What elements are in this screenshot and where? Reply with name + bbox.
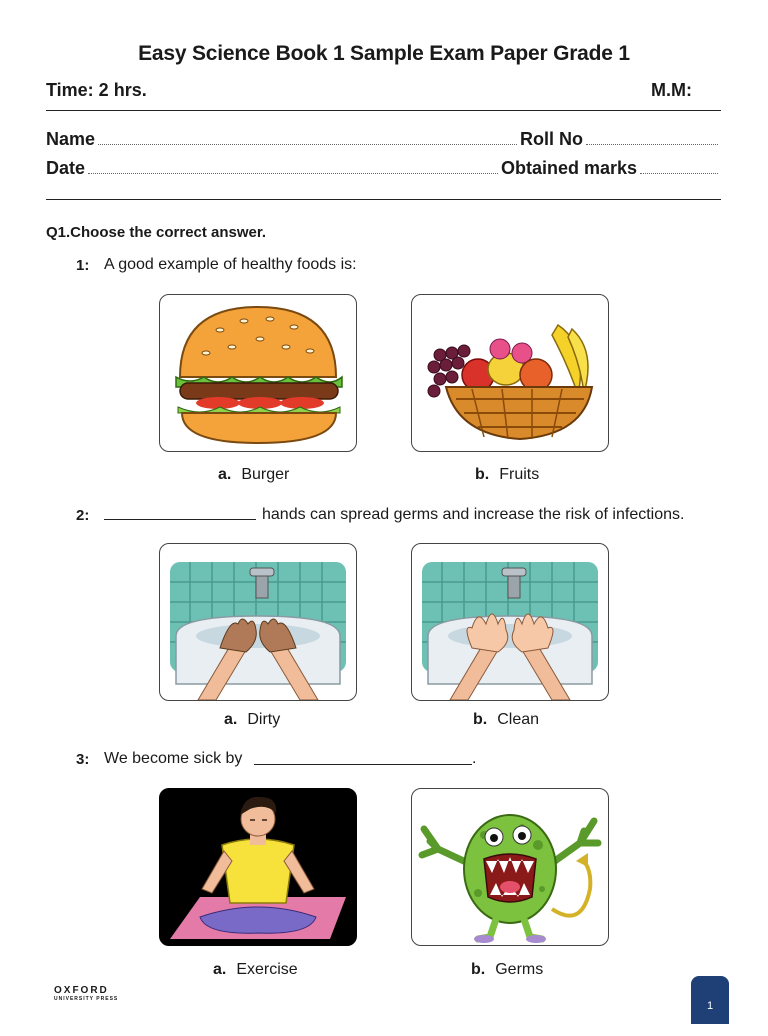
question-3-number: 3: bbox=[76, 751, 90, 768]
option-3a-card[interactable] bbox=[159, 788, 357, 946]
exercise-image bbox=[160, 789, 356, 945]
option-1b-card[interactable] bbox=[411, 294, 609, 452]
option-1a-card[interactable] bbox=[159, 294, 357, 452]
question-1-text: A good example of healthy foods is: bbox=[104, 256, 357, 273]
option-letter: a. bbox=[218, 466, 232, 483]
name-field[interactable] bbox=[98, 143, 517, 145]
option-letter: b. bbox=[475, 466, 490, 483]
oxford-logo bbox=[54, 986, 118, 1004]
date-label: Date bbox=[46, 158, 86, 178]
roll-no-label: Roll No bbox=[520, 129, 583, 149]
date-marks-row bbox=[46, 155, 721, 179]
obtained-marks-field[interactable] bbox=[640, 172, 718, 174]
time-label: Time: 2 hrs. bbox=[46, 80, 147, 100]
option-2a-card[interactable] bbox=[159, 543, 357, 701]
germ-monster-image bbox=[412, 789, 608, 945]
question-3-text-before: We become sick by bbox=[104, 750, 243, 767]
option-label: Dirty bbox=[247, 711, 281, 728]
option-label: Germs bbox=[495, 961, 544, 978]
page-number: 1 bbox=[706, 1000, 714, 1012]
question-3-text-after: . bbox=[472, 750, 477, 767]
max-marks-label: M.M: bbox=[651, 80, 692, 100]
option-letter: a. bbox=[213, 961, 227, 978]
question-2-number: 2: bbox=[76, 507, 90, 524]
fields-divider bbox=[46, 199, 721, 200]
option-1a[interactable] bbox=[218, 466, 289, 484]
roll-no-field[interactable] bbox=[586, 143, 718, 145]
option-label: Clean bbox=[497, 711, 540, 728]
date-field[interactable] bbox=[88, 172, 498, 174]
burger-image bbox=[160, 295, 356, 451]
option-3b[interactable] bbox=[471, 961, 543, 979]
header-divider bbox=[46, 110, 721, 111]
page-number-tab bbox=[691, 976, 729, 1024]
option-label: Fruits bbox=[499, 466, 540, 483]
clean-hands-image bbox=[412, 544, 608, 700]
oxford-logo-text: OXFORD bbox=[54, 985, 109, 996]
name-roll-row bbox=[46, 126, 721, 150]
option-2b-card[interactable] bbox=[411, 543, 609, 701]
option-letter: b. bbox=[473, 711, 488, 728]
option-label: Burger bbox=[241, 466, 290, 483]
question-2-blank[interactable] bbox=[104, 505, 256, 520]
dirty-hands-image bbox=[160, 544, 356, 700]
oxford-logo-subtext: UNIVERSITY PRESS bbox=[54, 996, 119, 1002]
page-title: Easy Science Book 1 Sample Exam Paper Grade 1 bbox=[138, 42, 630, 65]
option-1b[interactable] bbox=[475, 466, 539, 484]
name-label: Name bbox=[46, 129, 96, 149]
option-letter: a. bbox=[224, 711, 238, 728]
question-1-number: 1: bbox=[76, 257, 90, 274]
option-3a[interactable] bbox=[213, 961, 298, 979]
fruit-basket-image bbox=[412, 295, 608, 451]
option-letter: b. bbox=[471, 961, 486, 978]
option-2a[interactable] bbox=[224, 711, 280, 729]
option-3b-card[interactable] bbox=[411, 788, 609, 946]
obtained-marks-label: Obtained marks bbox=[500, 158, 637, 178]
option-label: Exercise bbox=[236, 961, 298, 978]
section-heading: Q1.Choose the correct answer. bbox=[46, 224, 267, 241]
question-3-blank[interactable] bbox=[254, 750, 472, 765]
option-2b[interactable] bbox=[473, 711, 539, 729]
question-2-text: hands can spread germs and increase the risk of infections. bbox=[262, 506, 685, 523]
